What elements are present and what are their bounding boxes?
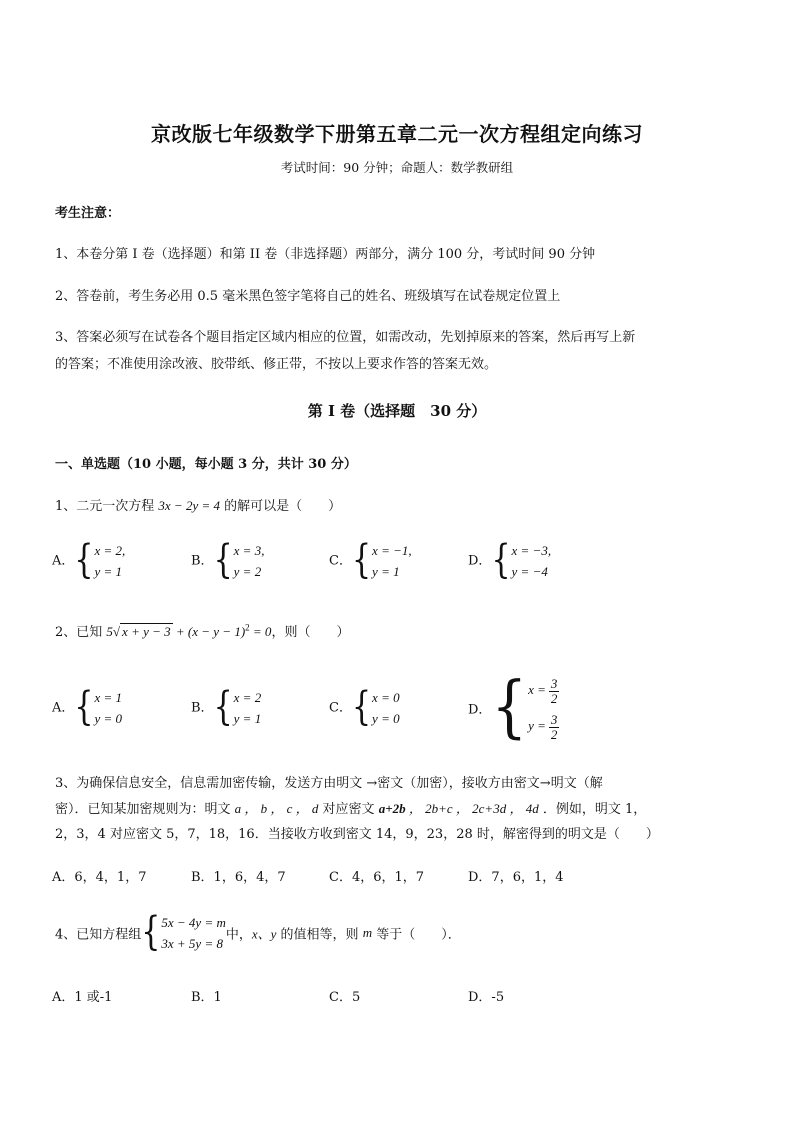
denominator: 2 xyxy=(550,690,558,706)
brace-icon: { xyxy=(351,684,372,731)
option-label: B． xyxy=(191,553,214,569)
equation-tail: = 0 xyxy=(249,624,272,639)
variables: x、y xyxy=(251,926,277,942)
plaintext-vars: a ， b ， c ， d xyxy=(234,801,319,816)
option-label: A． xyxy=(52,700,75,716)
equation-row: y = −4 xyxy=(511,564,548,579)
question-2 xyxy=(55,621,349,640)
q2-option-d[interactable] xyxy=(468,668,559,747)
q3-option-b[interactable]: B．1，6，4，7 xyxy=(191,870,286,885)
q2-option-a[interactable] xyxy=(52,684,123,731)
equation-row: x = 0 xyxy=(372,690,400,705)
brace-icon: { xyxy=(74,684,94,731)
equation-var: y = xyxy=(528,718,546,733)
equation-row: y = 1 xyxy=(94,564,123,579)
part-one-title: 第 I 卷（选择题 30 分） xyxy=(307,402,487,420)
cipher-expression: a+2b xyxy=(378,801,406,816)
notice-item-3-line-2: 的答案；不准使用涂改液、胶带纸、修正带，不按以上要求作答的答案无效。 xyxy=(55,357,498,372)
notice-item-2: 2、答卷前，考生务必用 0.5 毫米黑色签字笔将自己的姓名、班级填写在试卷规定位置上 xyxy=(55,289,561,304)
q4-text: 的值相等，则 xyxy=(276,927,363,943)
radicand: x + y − 3 xyxy=(122,624,171,639)
squared-term: + (x − y − 1) xyxy=(172,624,246,639)
q3-option-a[interactable]: A．6，4，1，7 xyxy=(52,870,147,885)
question-3-line-3: 2，3，4 对应密文 5，7，18，16．当接收方收到密文 14，9，23，28 时，解密得到的明文是（ ） xyxy=(55,827,659,842)
q1-option-b[interactable] xyxy=(191,537,265,584)
q3-text: 对应密文 xyxy=(318,802,379,817)
question-4 xyxy=(55,909,461,956)
brace-icon: { xyxy=(141,909,161,956)
numerator: 3 xyxy=(550,675,558,691)
q2-option-b[interactable] xyxy=(191,684,262,731)
equation-row: 3x + 5y = 8 xyxy=(161,936,223,951)
equation-row: x = 2, xyxy=(94,543,126,558)
question-1-equation: 3x − 2y = 4 xyxy=(158,498,220,513)
equation-row: y = 1 xyxy=(233,711,262,726)
brace-icon: { xyxy=(491,537,511,584)
equation-row: x = 3, xyxy=(233,543,265,558)
question-1-prefix: 1、二元一次方程 xyxy=(55,499,159,514)
question-1-suffix: 的解可以是（ ） xyxy=(220,499,342,514)
question-2-prefix: 2、已知 xyxy=(55,625,107,640)
q3-option-c[interactable]: C．4，6，1，7 xyxy=(329,870,425,885)
equation-row: 5x − 4y = m xyxy=(161,915,226,930)
brace-icon: { xyxy=(74,537,94,584)
denominator: 2 xyxy=(550,726,558,742)
question-1 xyxy=(55,495,341,514)
brace-icon: { xyxy=(213,537,233,584)
exponent: 2 xyxy=(245,622,250,633)
brace-icon: { xyxy=(491,668,528,747)
equation-row: y = 0 xyxy=(372,711,400,726)
q4-option-b[interactable]: B．1 xyxy=(191,990,222,1005)
equation-row: x = 2 xyxy=(233,690,262,705)
question-2-suffix: ，则（ ） xyxy=(271,625,350,640)
option-label: A． xyxy=(52,553,75,569)
notice-item-3-line-1: 3、答案必须写在试卷各个题目指定区域内相应的位置，如需改动，先划掉原来的答案，然后再写上新 xyxy=(55,330,636,345)
q4-text: 等于（ ）． xyxy=(372,927,461,943)
q1-option-d[interactable] xyxy=(468,537,552,584)
equation-var: x = xyxy=(528,682,546,697)
document-title: 京改版七年级数学下册第五章二元一次方程组定向练习 xyxy=(151,122,643,146)
numerator: 3 xyxy=(550,711,558,727)
option-label: C． xyxy=(329,700,352,716)
q1-option-a[interactable] xyxy=(52,537,126,584)
q4-option-a[interactable]: A．1 或-1 xyxy=(52,990,113,1005)
q3-text: 密）．已知某加密规则为：明文 xyxy=(55,802,235,817)
square-root xyxy=(113,624,173,640)
exam-info: 考试时间：90 分钟；命题人：数学教研组 xyxy=(280,160,514,175)
notice-heading: 考生注意： xyxy=(55,206,121,221)
equation-row: y = 2 xyxy=(233,564,262,579)
equation-row: x = −1, xyxy=(372,543,412,558)
brace-icon: { xyxy=(213,684,233,731)
notice-item-1: 1、本卷分第 I 卷（选择题）和第 II 卷（非选择题）两部分，满分 100 分，考试时间 90 分钟 xyxy=(55,247,596,262)
q4-option-c[interactable]: C．5 xyxy=(329,990,361,1005)
q4-text: 中， xyxy=(225,927,252,943)
q4-text: 4、已知方程组 xyxy=(55,927,142,943)
cipher-expressions: ， 2b+c ， 2c+3d ， 4d xyxy=(405,801,539,816)
equation-row: y = 1 xyxy=(372,564,400,579)
q3-option-d[interactable]: D．7，6，1，4 xyxy=(468,870,564,885)
coefficient: 5 xyxy=(106,624,113,639)
variable-m: m xyxy=(362,925,373,940)
section-heading: 一、单选题（10 小题，每小题 3 分，共计 30 分） xyxy=(55,457,357,472)
option-label: D． xyxy=(468,702,492,718)
equation-row: x = 1 xyxy=(94,690,123,705)
q4-option-d[interactable]: D．-5 xyxy=(468,990,505,1005)
option-label: B． xyxy=(191,700,214,716)
equation-row: x = −3, xyxy=(511,543,552,558)
radical-sign-icon: √ xyxy=(112,624,121,639)
q2-option-c[interactable] xyxy=(329,684,400,731)
question-3-line-1: 3、为确保信息安全，信息需加密传输，发送方由明文 →密文（加密），接收方由密文→明文（解 xyxy=(55,776,603,791)
option-label: C． xyxy=(329,553,352,569)
option-label: D． xyxy=(468,553,492,569)
brace-icon: { xyxy=(351,537,372,584)
q3-text: ．例如，明文 1， xyxy=(538,802,647,817)
equation-row: y = 0 xyxy=(94,711,123,726)
question-3-line-2 xyxy=(55,798,646,817)
q1-option-c[interactable] xyxy=(329,537,412,584)
